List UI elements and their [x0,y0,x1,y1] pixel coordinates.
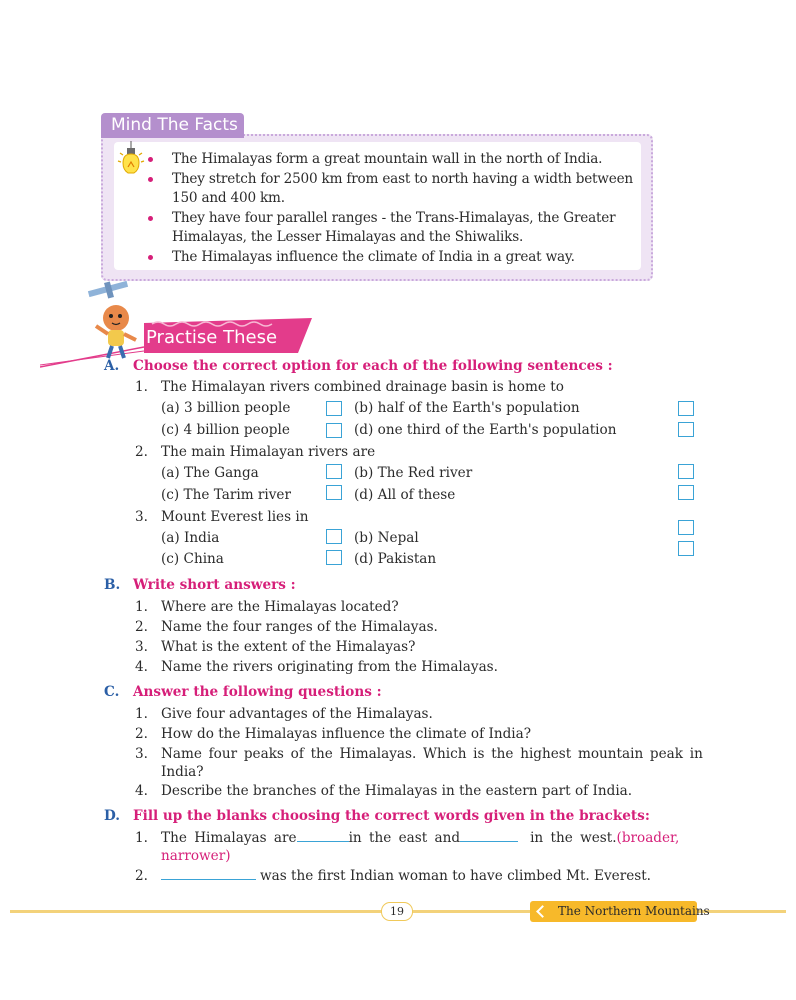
fact-item: They stretch for 2500 km from east to north having a width between 150 and 400 km. [148,170,636,208]
option-b: (b) half of the Earth's population [354,400,580,416]
mind-facts-title: Mind The Facts [101,113,244,138]
option-a: (a) The Ganga [161,465,259,481]
lightbulb-icon [117,141,145,183]
practise-title: Practise These [146,327,278,348]
question-number: 1. [135,379,148,395]
bullet-icon [148,177,153,182]
list-number: 3. [135,639,148,655]
mind-facts-list [148,150,636,268]
question-text: The Himalayan rivers combined drainage basin is home to [161,379,564,395]
list-number: 1. [135,830,148,846]
list-item: Where are the Himalayas located? [161,599,399,615]
option-d: (d) All of these [354,487,456,503]
checkbox-q3-c[interactable] [326,550,342,565]
list-number: 1. [135,706,148,722]
list-number: 1. [135,599,148,615]
blank-input[interactable] [460,830,518,842]
list-number: 2. [135,619,148,635]
checkbox-q2-d[interactable] [678,485,694,500]
section-d-heading: D. Fill up the blanks choosing the correct words given in the brackets: [104,808,650,824]
list-item: Give four advantages of the Himalayas. [161,706,433,722]
chapter-name: The Northern Mountains [530,901,697,922]
fact-item: The Himalayas form a great mountain wall in the north of India. [148,150,636,169]
option-b: (b) The Red river [354,465,473,481]
list-item-continued: India? [161,764,204,780]
question-text: The main Himalayan rivers are [161,444,376,460]
question-text: Mount Everest lies in [161,509,309,525]
fill-blank-options: narrower) [161,848,231,864]
option-c: (c) China [161,551,224,567]
list-item: Name the rivers originating from the Himalayas. [161,659,498,675]
checkbox-q2-c[interactable] [326,485,342,500]
fact-item: They have four parallel ranges - the Trans-Himalayas, the Greater Himalayas, the Lesser Himalayas and the Shiwaliks. [148,209,636,247]
blank-input[interactable] [297,830,349,842]
option-d: (d) Pakistan [354,551,437,567]
list-number: 2. [135,726,148,742]
list-number: 2. [135,868,148,884]
checkbox-q1-b[interactable] [678,401,694,416]
bullet-icon [148,255,153,260]
option-a: (a) India [161,530,220,546]
option-c: (c) 4 billion people [161,422,290,438]
fact-item: The Himalayas influence the climate of India in a great way. [148,248,636,267]
list-item: What is the extent of the Himalayas? [161,639,416,655]
checkbox-q3-a[interactable] [326,529,342,544]
blank-input[interactable] [161,868,256,880]
page-number: 19 [381,902,413,921]
list-item: Describe the branches of the Himalayas in the eastern part of India. [161,783,633,799]
checkbox-q2-b[interactable] [678,464,694,479]
option-b: (b) Nepal [354,530,419,546]
checkbox-q3-b[interactable] [678,520,694,535]
fill-blank-question: was the first Indian woman to have climbed Mt. Everest. [161,867,651,885]
option-c: (c) The Tarim river [161,487,291,503]
checkbox-q1-c[interactable] [326,423,342,438]
list-number: 4. [135,783,148,799]
list-number: 4. [135,659,148,675]
section-c-heading: C. Answer the following questions : [104,684,382,700]
list-item: Name the four ranges of the Himalayas. [161,619,438,635]
question-number: 2. [135,444,148,460]
mascot-illustration [78,280,150,362]
option-a: (a) 3 billion people [161,400,291,416]
section-a-heading: A. Choose the correct option for each of the following sentences : [104,358,613,374]
fill-blank-question: The Himalayas are in the east and in the west.(broader, [161,830,680,846]
checkbox-q2-a[interactable] [326,464,342,479]
checkbox-q1-d[interactable] [678,422,694,437]
checkbox-q3-d[interactable] [678,541,694,556]
section-b-heading: B. Write short answers : [104,577,296,593]
list-item: How do the Himalayas influence the climate of India? [161,726,532,742]
bullet-icon [148,216,153,221]
checkbox-q1-a[interactable] [326,401,342,416]
list-item: Name four peaks of the Himalayas. Which is the highest mountain peak in [161,746,703,762]
question-number: 3. [135,509,148,525]
option-d: (d) one third of the Earth's population [354,422,617,438]
bullet-icon [148,157,153,162]
list-number: 3. [135,746,148,762]
